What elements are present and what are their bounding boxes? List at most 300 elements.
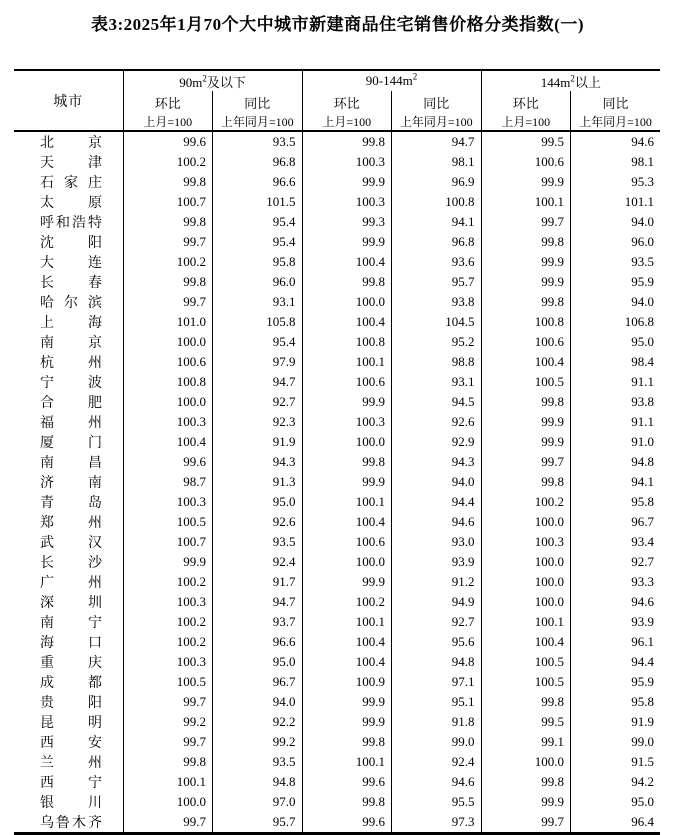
value-cell: 101.0	[123, 312, 213, 332]
city-name: 西 宁	[40, 776, 102, 791]
city-name: 成 都	[40, 676, 102, 691]
value-cell: 94.1	[571, 472, 661, 492]
table-row	[14, 172, 660, 192]
value-cell: 93.8	[571, 392, 661, 412]
value-cell: 99.8	[481, 772, 571, 792]
value-cell: 100.0	[481, 592, 571, 612]
value-cell: 93.6	[392, 252, 482, 272]
value-cell: 99.9	[302, 692, 392, 712]
city-name: 郑 州	[40, 516, 102, 531]
table-row	[14, 592, 660, 612]
value-cell: 99.8	[302, 452, 392, 472]
city-cell	[14, 452, 123, 472]
city-cell	[14, 432, 123, 452]
city-name: 哈 尔 滨	[40, 296, 102, 311]
value-cell: 99.8	[302, 792, 392, 812]
value-cell: 92.7	[392, 612, 482, 632]
city-cell	[14, 312, 123, 332]
value-cell: 100.2	[481, 492, 571, 512]
value-cell: 99.5	[481, 131, 571, 152]
city-name: 重 庆	[40, 656, 102, 671]
value-cell: 95.2	[392, 332, 482, 352]
city-cell	[14, 412, 123, 432]
table-row	[14, 131, 660, 152]
value-cell: 94.7	[213, 372, 303, 392]
city-name: 北 京	[40, 136, 102, 151]
city-name: 兰 州	[40, 756, 102, 771]
value-cell: 100.5	[481, 652, 571, 672]
value-cell: 100.2	[123, 152, 213, 172]
city-cell	[14, 512, 123, 532]
value-cell: 100.7	[123, 192, 213, 212]
value-cell: 99.9	[481, 172, 571, 192]
header-mom-1: 环比	[123, 91, 213, 113]
table-row	[14, 232, 660, 252]
value-cell: 94.4	[571, 652, 661, 672]
value-cell: 100.0	[481, 512, 571, 532]
header-yoy-2: 同比	[392, 91, 482, 113]
value-cell: 104.5	[392, 312, 482, 332]
city-name: 乌 鲁 木 齐	[40, 816, 102, 831]
value-cell: 91.5	[571, 752, 661, 772]
superscript-2: 2	[570, 73, 575, 84]
value-cell: 100.3	[123, 492, 213, 512]
value-cell: 94.8	[392, 652, 482, 672]
value-cell: 95.0	[213, 492, 303, 512]
city-name: 济 南	[40, 476, 102, 491]
city-name: 天 津	[40, 156, 102, 171]
city-name: 青 岛	[40, 496, 102, 511]
header-yoy-base-3: 上年同月=100	[571, 113, 661, 131]
city-name: 杭 州	[40, 356, 102, 371]
city-name: 武 汉	[40, 536, 102, 551]
city-cell	[14, 292, 123, 312]
value-cell: 100.3	[481, 532, 571, 552]
table-row	[14, 372, 660, 392]
city-name: 沈 阳	[40, 236, 102, 251]
value-cell: 99.9	[481, 412, 571, 432]
value-cell: 100.0	[123, 332, 213, 352]
value-cell: 94.0	[571, 212, 661, 232]
value-cell: 92.7	[571, 552, 661, 572]
value-cell: 100.2	[123, 632, 213, 652]
table-row	[14, 272, 660, 292]
value-cell: 99.3	[302, 212, 392, 232]
value-cell: 99.1	[481, 732, 571, 752]
city-cell	[14, 652, 123, 672]
value-cell: 94.4	[392, 492, 482, 512]
table-row	[14, 572, 660, 592]
value-cell: 99.8	[302, 732, 392, 752]
value-cell: 95.6	[392, 632, 482, 652]
value-cell: 100.1	[123, 772, 213, 792]
value-cell: 100.6	[302, 372, 392, 392]
table-row	[14, 432, 660, 452]
city-cell	[14, 552, 123, 572]
value-cell: 94.5	[392, 392, 482, 412]
value-cell: 96.1	[571, 632, 661, 652]
value-cell: 95.4	[213, 232, 303, 252]
value-cell: 100.4	[302, 512, 392, 532]
city-cell	[14, 752, 123, 772]
value-cell: 100.8	[123, 372, 213, 392]
value-cell: 100.3	[123, 412, 213, 432]
value-cell: 91.3	[213, 472, 303, 492]
value-cell: 93.8	[392, 292, 482, 312]
value-cell: 99.8	[302, 272, 392, 292]
value-cell: 94.0	[213, 692, 303, 712]
city-name: 南 京	[40, 336, 102, 351]
value-cell: 100.6	[481, 332, 571, 352]
table-row	[14, 512, 660, 532]
value-cell: 92.7	[213, 392, 303, 412]
value-cell: 94.3	[213, 452, 303, 472]
value-cell: 95.9	[571, 272, 661, 292]
table-row	[14, 452, 660, 472]
value-cell: 95.4	[213, 332, 303, 352]
value-cell: 100.6	[481, 152, 571, 172]
value-cell: 99.7	[481, 452, 571, 472]
value-cell: 93.0	[392, 532, 482, 552]
value-cell: 100.2	[123, 572, 213, 592]
table-row	[14, 732, 660, 752]
city-name: 西 安	[40, 736, 102, 751]
value-cell: 99.7	[123, 232, 213, 252]
value-cell: 93.4	[571, 532, 661, 552]
value-cell: 96.9	[392, 172, 482, 192]
value-cell: 99.8	[123, 212, 213, 232]
value-cell: 100.0	[123, 792, 213, 812]
city-cell	[14, 612, 123, 632]
value-cell: 95.3	[571, 172, 661, 192]
value-cell: 98.8	[392, 352, 482, 372]
table-row	[14, 352, 660, 372]
value-cell: 99.9	[481, 792, 571, 812]
value-cell: 92.2	[213, 712, 303, 732]
value-cell: 100.3	[123, 592, 213, 612]
value-cell: 94.7	[392, 131, 482, 152]
value-cell: 101.1	[571, 192, 661, 212]
value-cell: 100.3	[302, 412, 392, 432]
value-cell: 100.1	[302, 352, 392, 372]
value-cell: 99.9	[302, 472, 392, 492]
value-cell: 100.4	[302, 252, 392, 272]
value-cell: 95.0	[571, 792, 661, 812]
value-cell: 100.2	[123, 252, 213, 272]
value-cell: 99.6	[302, 772, 392, 792]
value-cell: 100.4	[481, 632, 571, 652]
table-row	[14, 552, 660, 572]
value-cell: 94.9	[392, 592, 482, 612]
header-group-144-above	[481, 70, 660, 91]
value-cell: 100.0	[302, 552, 392, 572]
city-cell	[14, 632, 123, 652]
value-cell: 100.5	[123, 672, 213, 692]
value-cell: 95.4	[213, 212, 303, 232]
value-cell: 105.8	[213, 312, 303, 332]
city-cell	[14, 492, 123, 512]
value-cell: 96.7	[571, 512, 661, 532]
table-row	[14, 212, 660, 232]
value-cell: 100.4	[481, 352, 571, 372]
value-cell: 98.1	[571, 152, 661, 172]
city-cell	[14, 772, 123, 792]
value-cell: 94.2	[571, 772, 661, 792]
city-name: 福 州	[40, 416, 102, 431]
value-cell: 99.7	[123, 692, 213, 712]
city-name: 石 家 庄	[40, 176, 102, 191]
value-cell: 97.3	[392, 812, 482, 834]
value-cell: 99.7	[481, 812, 571, 834]
price-index-table	[14, 69, 660, 835]
value-cell: 94.0	[571, 292, 661, 312]
value-cell: 100.8	[302, 332, 392, 352]
value-cell: 98.7	[123, 472, 213, 492]
value-cell: 100.4	[302, 652, 392, 672]
value-cell: 92.6	[392, 412, 482, 432]
value-cell: 99.5	[481, 712, 571, 732]
superscript-2: 2	[412, 71, 418, 82]
value-cell: 93.5	[213, 532, 303, 552]
value-cell: 99.8	[123, 752, 213, 772]
value-cell: 99.2	[123, 712, 213, 732]
table-row	[14, 712, 660, 732]
value-cell: 100.4	[123, 432, 213, 452]
city-cell	[14, 152, 123, 172]
value-cell: 100.8	[392, 192, 482, 212]
table-row	[14, 772, 660, 792]
header-yoy-3: 同比	[571, 91, 661, 113]
city-cell	[14, 352, 123, 372]
header-mom-2: 环比	[302, 91, 392, 113]
value-cell: 91.2	[392, 572, 482, 592]
city-name: 太 原	[40, 196, 102, 211]
city-cell	[14, 532, 123, 552]
value-cell: 92.3	[213, 412, 303, 432]
city-cell	[14, 212, 123, 232]
city-cell	[14, 131, 123, 152]
value-cell: 99.0	[392, 732, 482, 752]
group-label-suffix: 以上	[574, 74, 601, 90]
value-cell: 94.8	[213, 772, 303, 792]
table-row	[14, 492, 660, 512]
value-cell: 91.1	[571, 372, 661, 392]
table-row	[14, 292, 660, 312]
city-cell	[14, 692, 123, 712]
value-cell: 95.5	[392, 792, 482, 812]
header-city: 城市	[14, 70, 123, 131]
value-cell: 99.9	[481, 252, 571, 272]
value-cell: 96.0	[213, 272, 303, 292]
value-cell: 99.6	[123, 452, 213, 472]
table-row	[14, 672, 660, 692]
value-cell: 93.1	[392, 372, 482, 392]
value-cell: 100.5	[123, 512, 213, 532]
city-cell	[14, 372, 123, 392]
table-row	[14, 252, 660, 272]
city-cell	[14, 792, 123, 812]
value-cell: 93.9	[392, 552, 482, 572]
city-name: 厦 门	[40, 436, 102, 451]
city-name: 广 州	[40, 576, 102, 591]
header-mom-base-1: 上月=100	[123, 113, 213, 131]
value-cell: 99.8	[481, 692, 571, 712]
table-row	[14, 532, 660, 552]
value-cell: 93.5	[213, 752, 303, 772]
value-cell: 97.1	[392, 672, 482, 692]
value-cell: 93.5	[571, 252, 661, 272]
city-name: 宁 波	[40, 376, 102, 391]
value-cell: 95.0	[571, 332, 661, 352]
value-cell: 96.8	[213, 152, 303, 172]
header-yoy-base-2: 上年同月=100	[392, 113, 482, 131]
value-cell: 100.0	[302, 432, 392, 452]
page-title: 表3:2025年1月70个大中城市新建商品住宅销售价格分类指数(一)	[91, 15, 584, 34]
city-name: 长 春	[40, 276, 102, 291]
value-cell: 100.2	[123, 612, 213, 632]
value-cell: 96.8	[392, 232, 482, 252]
superscript-2: 2	[202, 73, 207, 84]
city-name: 银 川	[40, 796, 102, 811]
city-cell	[14, 252, 123, 272]
value-cell: 99.8	[481, 472, 571, 492]
value-cell: 99.9	[302, 232, 392, 252]
value-cell: 100.8	[481, 312, 571, 332]
value-cell: 100.9	[302, 672, 392, 692]
city-name: 长 沙	[40, 556, 102, 571]
table-row	[14, 752, 660, 772]
value-cell: 94.3	[392, 452, 482, 472]
value-cell: 100.0	[302, 292, 392, 312]
value-cell: 100.1	[302, 752, 392, 772]
value-cell: 95.0	[213, 652, 303, 672]
value-cell: 92.4	[213, 552, 303, 572]
group-label-suffix: 及以下	[206, 74, 246, 90]
city-cell	[14, 812, 123, 834]
value-cell: 99.8	[481, 292, 571, 312]
city-name: 大 连	[40, 256, 102, 271]
city-name: 呼 和 浩 特	[40, 216, 102, 231]
value-cell: 96.7	[213, 672, 303, 692]
table-row	[14, 652, 660, 672]
value-cell: 93.7	[213, 612, 303, 632]
value-cell: 99.9	[302, 172, 392, 192]
value-cell: 99.9	[302, 392, 392, 412]
value-cell: 97.0	[213, 792, 303, 812]
value-cell: 93.9	[571, 612, 661, 632]
city-name: 上 海	[40, 316, 102, 331]
city-cell	[14, 672, 123, 692]
city-name: 昆 明	[40, 716, 102, 731]
value-cell: 99.9	[123, 552, 213, 572]
value-cell: 100.4	[302, 312, 392, 332]
group-label: 90m	[179, 74, 203, 90]
value-cell: 100.4	[302, 632, 392, 652]
value-cell: 100.5	[481, 672, 571, 692]
table-row	[14, 632, 660, 652]
city-cell	[14, 172, 123, 192]
value-cell: 95.8	[571, 492, 661, 512]
city-cell	[14, 272, 123, 292]
value-cell: 99.0	[571, 732, 661, 752]
city-cell	[14, 712, 123, 732]
value-cell: 99.8	[123, 272, 213, 292]
value-cell: 100.2	[302, 592, 392, 612]
table-header	[14, 70, 660, 131]
table-row	[14, 332, 660, 352]
header-mom-base-3: 上月=100	[481, 113, 571, 131]
value-cell: 99.7	[123, 292, 213, 312]
value-cell: 99.6	[302, 812, 392, 834]
city-cell	[14, 332, 123, 352]
value-cell: 99.8	[481, 392, 571, 412]
table-row	[14, 152, 660, 172]
table-row	[14, 612, 660, 632]
table-row	[14, 192, 660, 212]
group-label: 144m	[540, 74, 571, 90]
value-cell: 100.3	[302, 192, 392, 212]
value-cell: 91.8	[392, 712, 482, 732]
value-cell: 100.5	[481, 372, 571, 392]
city-cell	[14, 392, 123, 412]
city-cell	[14, 572, 123, 592]
value-cell: 100.1	[481, 612, 571, 632]
value-cell: 95.7	[392, 272, 482, 292]
table-body	[14, 131, 660, 834]
value-cell: 99.7	[123, 812, 213, 834]
value-cell: 92.9	[392, 432, 482, 452]
value-cell: 93.3	[571, 572, 661, 592]
value-cell: 96.6	[213, 632, 303, 652]
group-label: 90-144m	[365, 73, 413, 88]
value-cell: 99.6	[123, 131, 213, 152]
value-cell: 99.7	[481, 212, 571, 232]
city-cell	[14, 192, 123, 212]
value-cell: 100.3	[123, 652, 213, 672]
value-cell: 91.7	[213, 572, 303, 592]
city-name: 南 昌	[40, 456, 102, 471]
value-cell: 94.8	[571, 452, 661, 472]
city-name: 贵 阳	[40, 696, 102, 711]
value-cell: 92.4	[392, 752, 482, 772]
city-name: 南 宁	[40, 616, 102, 631]
value-cell: 93.5	[213, 131, 303, 152]
header-yoy-base-1: 上年同月=100	[213, 113, 303, 131]
value-cell: 96.0	[571, 232, 661, 252]
table-row	[14, 692, 660, 712]
value-cell: 95.9	[571, 672, 661, 692]
value-cell: 96.6	[213, 172, 303, 192]
city-cell	[14, 732, 123, 752]
table-row	[14, 312, 660, 332]
header-group-90-144	[302, 70, 481, 91]
value-cell: 100.6	[123, 352, 213, 372]
header-group-90-below	[123, 70, 302, 91]
value-cell: 95.8	[571, 692, 661, 712]
value-cell: 94.6	[392, 512, 482, 532]
value-cell: 100.0	[481, 572, 571, 592]
value-cell: 95.8	[213, 252, 303, 272]
city-cell	[14, 592, 123, 612]
value-cell: 99.9	[302, 572, 392, 592]
value-cell: 94.6	[571, 592, 661, 612]
value-cell: 91.9	[571, 712, 661, 732]
value-cell: 100.0	[123, 392, 213, 412]
value-cell: 106.8	[571, 312, 661, 332]
value-cell: 100.1	[302, 612, 392, 632]
value-cell: 100.0	[481, 552, 571, 572]
city-cell	[14, 232, 123, 252]
